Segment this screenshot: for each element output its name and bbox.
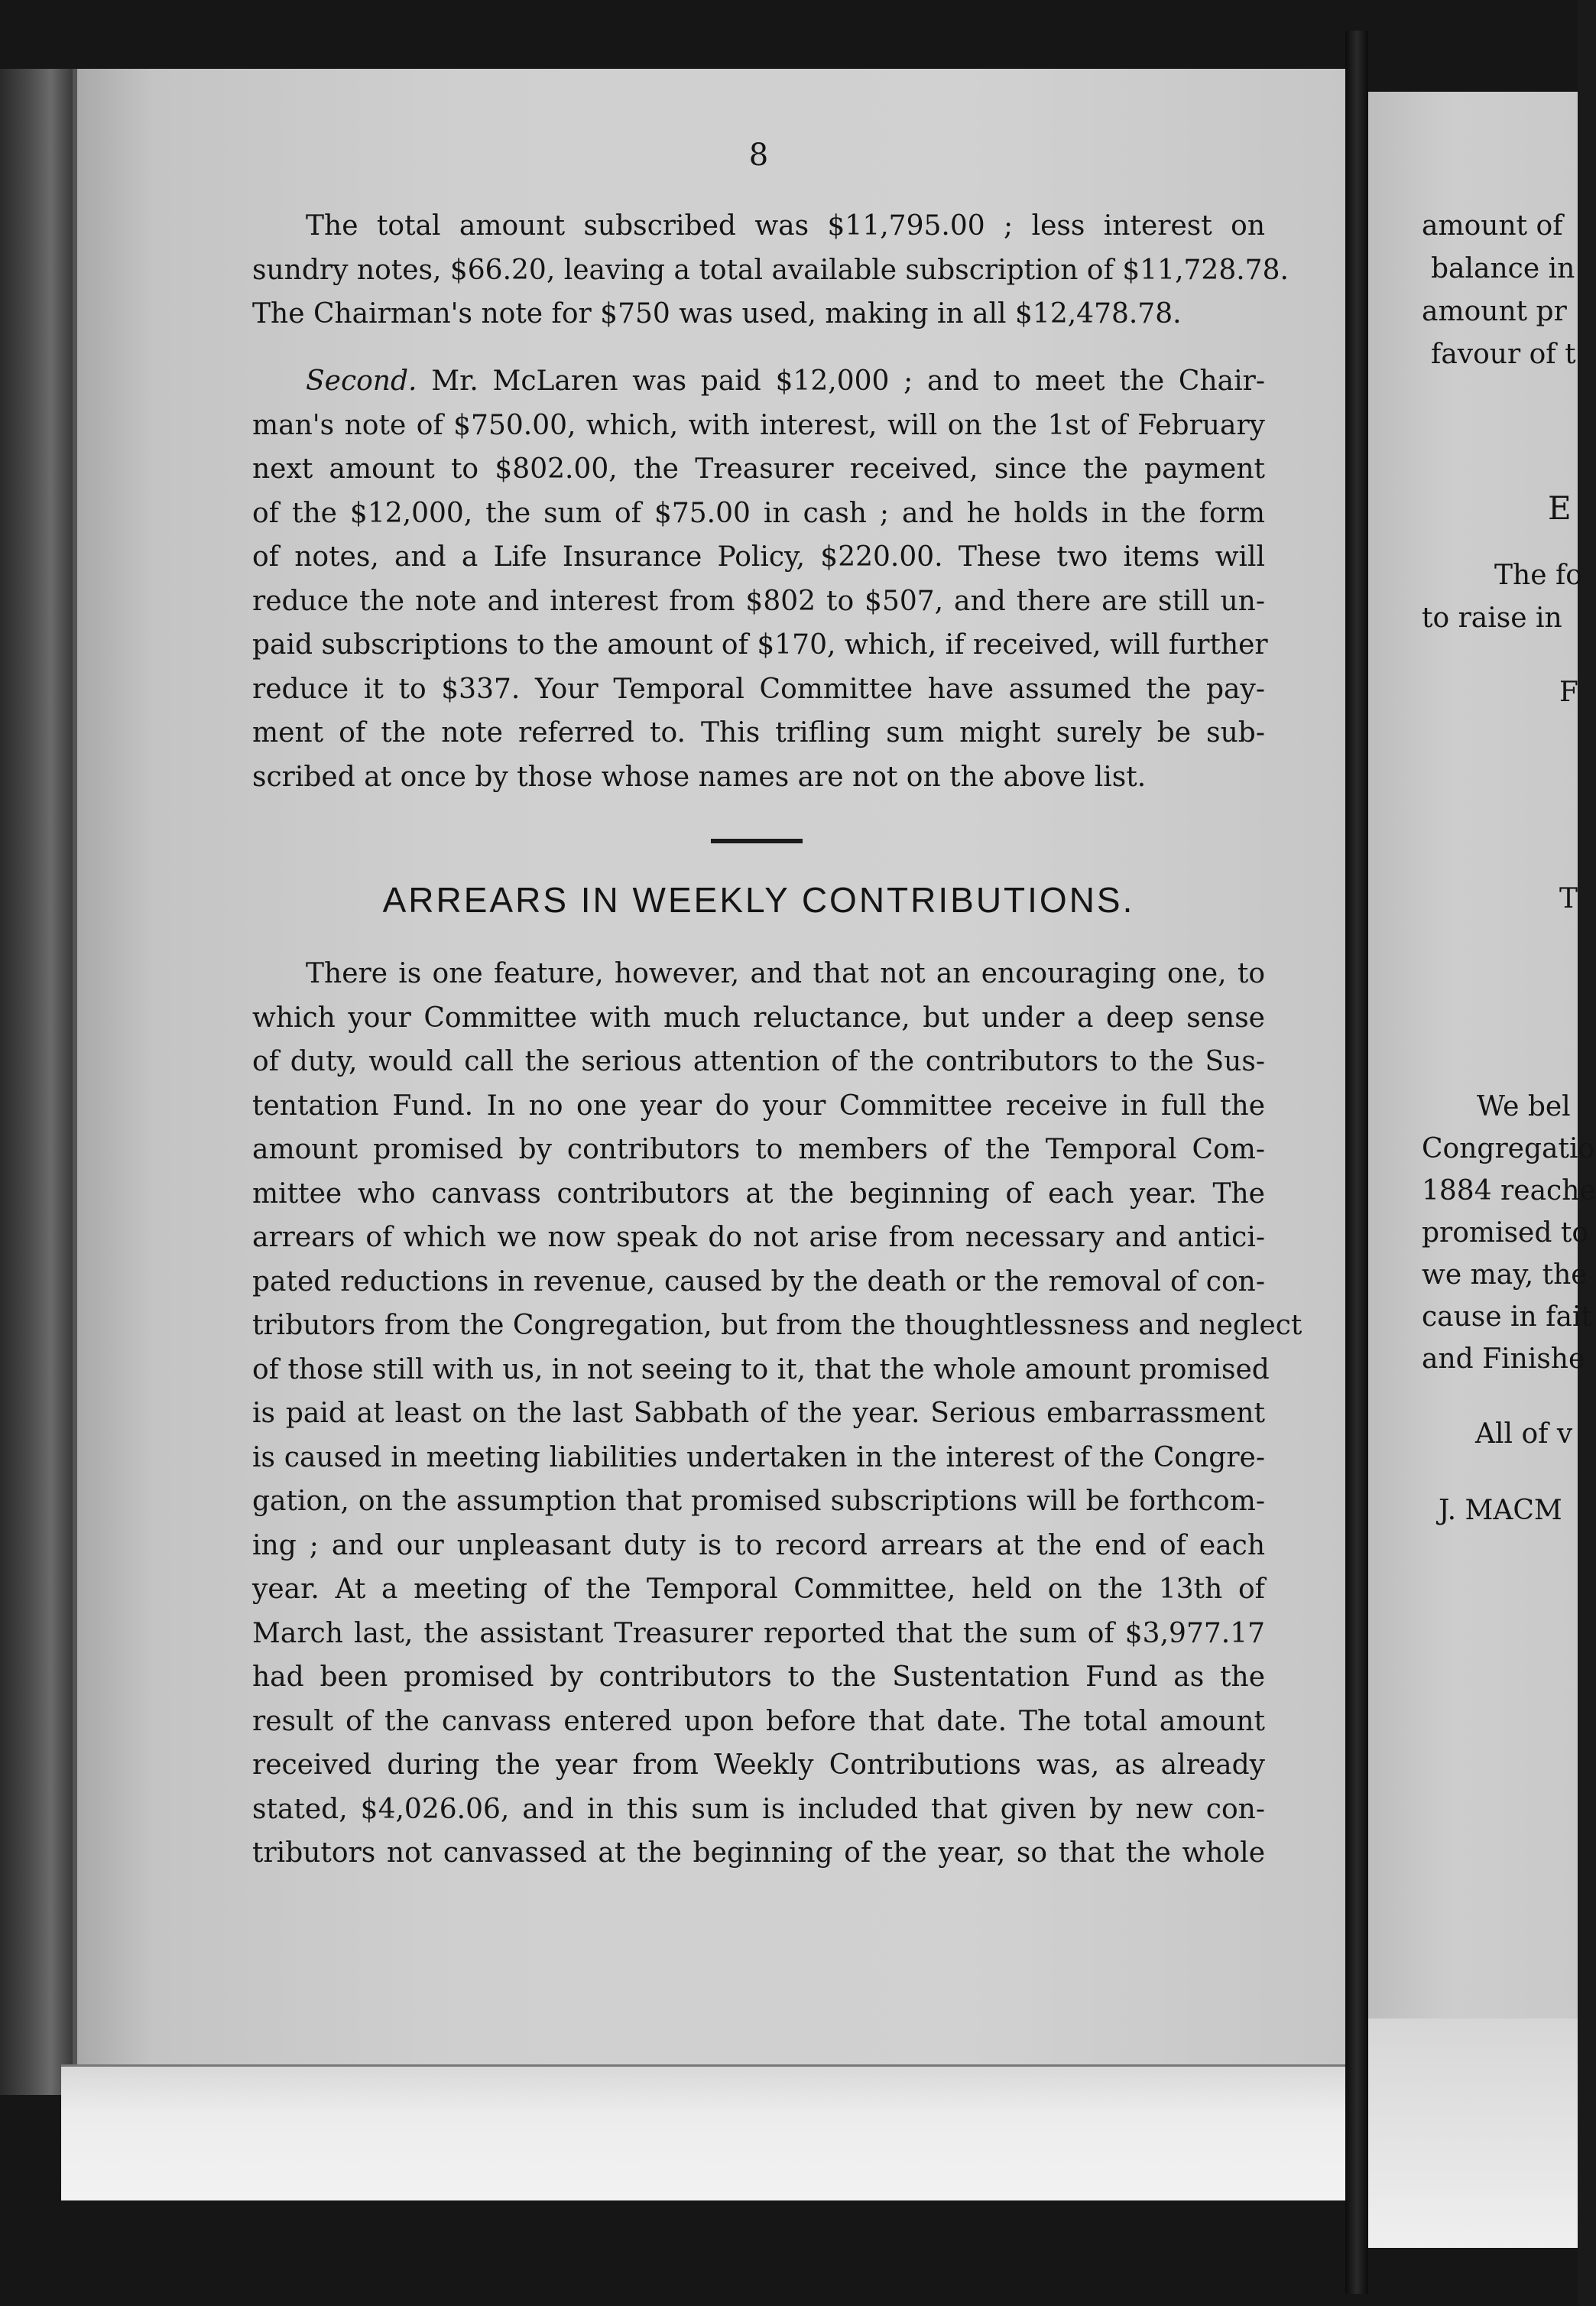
text-line: pated reductions in revenue, caused by the death or the removal of con- [252,1265,1265,1298]
right-fragment: we may, the [1422,1259,1588,1291]
right-fragment: 1884 reache [1422,1175,1596,1207]
text-line: gation, on the assumption that promised subscriptions will be forthcom- [252,1486,1265,1517]
text-line: amount promised by contributors to members of the Temporal Com- [252,1134,1265,1165]
text-line: arrears of which we now speak do not arise from necessary and antici- [252,1222,1265,1253]
right-fragment: favour of t [1431,339,1576,370]
text-line: March last, the assistant Treasurer reported that the sum of $3,977.17 [252,1617,1265,1649]
right-fragment: We bel [1477,1091,1571,1122]
text-line: is caused in meeting liabilities undertaken in the interest of the Congre- [252,1441,1265,1473]
text-line: paid subscriptions to the amount of $170, which, if received, will further [252,629,1268,661]
page-bottom-strip [61,2064,1345,2200]
page-number: 8 [748,138,769,173]
text-line: of those still with us, in not seeing to it, that the whole amount promised [252,1353,1270,1385]
text-line: had been promised by contributors to the Sustentation Fund as the [252,1661,1265,1693]
text-line: result of the canvass entered upon before that date. The total amount [252,1705,1265,1737]
right-fragment: amount of [1422,210,1563,242]
second-label: Second. [306,365,417,397]
right-fragment: F [1559,677,1578,708]
text-line: of the $12,000, the sum of $75.00 in cash ; and he holds in the form [252,497,1265,529]
text-line: year. At a meeting of the Temporal Committee, held on the 13th of [252,1574,1265,1605]
text-line: is paid at least on the last Sabbath of the year. Serious embarrassment [252,1398,1265,1429]
text-line: next amount to $802.00, the Treasurer received, since the payment [252,453,1265,485]
text-line: received during the year from Weekly Contributions was, as already [252,1749,1265,1781]
paragraph-second [252,359,1268,799]
text-line: ing ; and our unpleasant duty is to record arrears at the end of each [252,1529,1265,1561]
right-fragment: promised to [1422,1217,1588,1249]
text-line: of notes, and a Life Insurance Policy, $220.00. These two items will [252,541,1265,573]
text-line: mittee who canvass contributors at the beginning of each year. The [252,1177,1265,1210]
book-gutter [1345,31,1368,2294]
right-fragment: amount pr [1422,296,1567,327]
text-line: sundry notes, $66.20, leaving a total available subscription of $11,728.78. [252,254,1289,286]
section-divider [711,839,803,843]
text-line: of duty, would call the serious attention of the contributors to the Sus- [252,1046,1265,1077]
paragraph-subscription-total [252,204,1289,336]
text-line-rest: Mr. McLaren was paid $12,000 ; and to meet the Chair- [417,365,1265,397]
right-page-bottom [1368,2019,1578,2248]
right-fragment: E [1548,489,1572,527]
text-line: tentation Fund. In no one year do your Committee receive in full the [252,1090,1265,1122]
right-fragment: J. MACM [1439,1495,1562,1526]
right-fragment: The fo [1494,560,1582,591]
text-line: which your Committee with much reluctance, but under a deep sense [252,1002,1265,1034]
text-line: stated, $4,026.06, and in this sum is included that given by new con- [252,1793,1265,1825]
section-heading: ARREARS IN WEEKLY CONTRIBUTIONS. [382,880,1135,920]
paragraph-arrears [252,952,1302,1876]
right-fragment: to raise in [1422,602,1562,634]
right-page [1368,92,1578,2019]
right-fragment: and Finishe [1422,1343,1585,1375]
text-line: The Chairman's note for $750 was used, making in all $12,478.78. [252,298,1182,330]
right-fragment: cause in fait [1422,1301,1592,1333]
book-edge [0,69,73,2095]
text-line: tributors not canvassed at the beginning of the year, so that the whole [252,1837,1265,1869]
text-line: reduce it to $337. Your Temporal Committee have assumed the pay- [252,673,1265,705]
text-line: There is one feature, however, and that not an encouraging one, to [306,958,1265,989]
right-fragment: T [1559,883,1578,914]
text-line: ment of the note referred to. This trifling sum might surely be sub- [252,717,1265,749]
text-line: tributors from the Congregation, but from the thoughtlessness and neglect [252,1310,1302,1341]
right-fragment: Congregatio [1422,1133,1595,1164]
right-fragment: balance in [1431,253,1575,284]
right-fragment: All of v [1475,1418,1573,1450]
text-line [252,359,1265,404]
text-line: The total amount subscribed was $11,795.00 ; less interest on [306,210,1265,242]
text-line: reduce the note and interest from $802 to $507, and there are still un- [252,585,1265,617]
text-line: man's note of $750.00, which, with interest, will on the 1st of February [252,409,1265,441]
text-line: scribed at once by those whose names are not on the above list. [252,761,1147,793]
